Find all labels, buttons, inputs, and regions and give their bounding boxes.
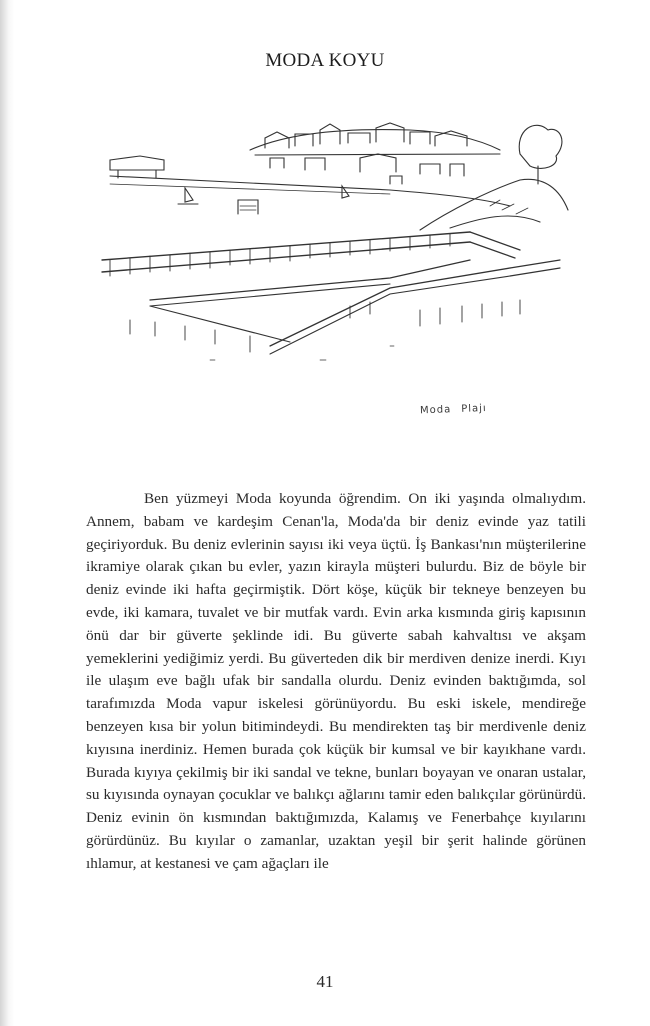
caption-word: Plajı [461,403,487,415]
body-text [86,488,586,876]
page-edge [0,0,14,1026]
caption-word: Moda [419,404,452,417]
page-title: MODA KOYU [265,50,385,71]
moda-bay-sketch [90,110,570,440]
page-number: 41 [316,972,334,991]
paragraph: Ben yüzmeyi Moda koyunda öğrendim. On iki yaşında olmalıydım. Annem, babam ve kardeşim Cenan'la, Moda'da bir deniz evinde yaz tatili geçiriyorduk. Bu deniz evlerinin sayısı iki veya üçtü. İş Bankası'nın müşterilerine ikramiye olarak çıkan bu evler, yazın kirayla müşteri bulurdu. Biz de böyle bir deniz evinde iki hafta geçirmiştik. Dört köşe, küçük bir tekneye benzeyen bu evde, iki kamara, tuvalet ve bir mutfak vardı. Evin arka kısmında giriş kapısının önü dar bir güverte şeklinde idi. Bu güverte sabah kahvaltısı ve akşam yemeklerini yediğimiz yerdi. Bu güverteden dik bir merdiven denize inerdi. Kıyı ile ulaşım eve bağlı ufak bir sandalla olurdu. Deniz evinden baktığımda, sol tarafımızda Moda vapur iskelesi görünüyordu. Bu eski iskele, mendireğe benzeyen kısa bir yolun bitimindeydi. Bu mendirekten taş bir merdivenle deniz kıyısına inerdiniz. Hemen burada çok küçük bir kumsal ve bir kayıkhane vardı. Burada kıyıya çekilmiş bir iki sandal ve tekne, bunları boyayan ve onaran ustalar, su kıyısında oynayan çocuklar ve balıkçı ağlarını tamir eden balıkçılar görünürdü. Deniz evinin ön kısmından baktığımızda, Kalamış ve Fenerbahçe kıyılarını görürdünüz. Bu kıyılar o zamanlar, uzaktan yeşil bir şerit halinde görünen ıhlamur, at kestanesi ve çam ağaçları ile [86,490,586,872]
